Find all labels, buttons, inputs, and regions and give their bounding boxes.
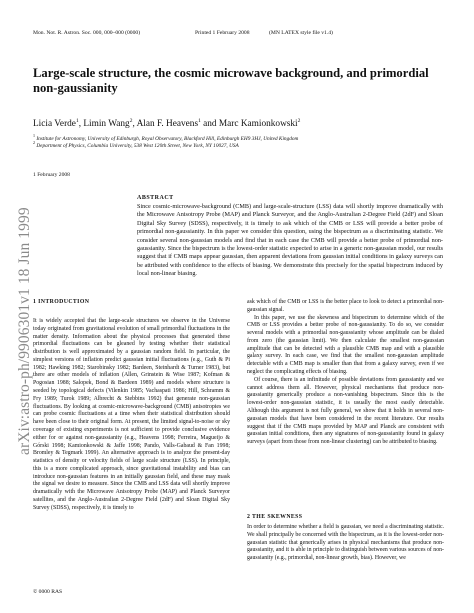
left-column-text bbox=[33, 318, 230, 513]
section-heading-skewness: 2 THE SKEWNESS bbox=[247, 514, 303, 520]
author-affiliation-mark: 1 bbox=[198, 118, 201, 124]
journal-reference: Mon. Not. R. Astron. Soc. 000, 000–000 (0000) bbox=[33, 30, 141, 36]
section-heading-introduction: 1 INTRODUCTION bbox=[33, 299, 90, 305]
author-affiliation-mark: 2 bbox=[129, 118, 133, 124]
author-name: Licia Verde bbox=[33, 119, 76, 130]
paragraph: In order to determine whether a field is gaussian, we need a discriminating statistic. We shall principally be concerned with the bispectrum, as it is the lowest-order non-gaussian statistic that generically arises in physical mechanisms that produce non-gaussianity, and it is able in principle to distinguish between various sources of non-gaussianity (e.g., primordial, non-linear growth, bias). However, we bbox=[247, 524, 444, 562]
arxiv-identifier: arXiv:astro-ph/9906301v1 18 Jun 1999 bbox=[16, 207, 33, 455]
abstract-heading: ABSTRACT bbox=[137, 195, 174, 201]
author-affiliation-mark: 1 bbox=[75, 118, 79, 124]
author-name: Limin Wang bbox=[83, 119, 130, 130]
abstract-text: Since cosmic-microwave-background (CMB) and large-scale-structure (LSS) data will shortly improve dramatically with the Microwave Anisotropy Probe (MAP) and Planck Surveyor, and the Anglo-Australian 2-Degree Field (2dF) and Sloan Digital Sky Survey (SDSS), respectively, it is timely to ask which of the CMB or LSS will provide a better probe of primordial non-gaussianity. In this paper we consider this question, using the bispectrum as a discriminating statistic. We consider several non-gaussian models and find that in each case the CMB will provide a better probe of primordial non-gaussianity. Since the bispectrum is the lowest-order statistic expected to arise in a generic non-gaussian model, our results suggest that if CMB maps appear gaussian, then apparent deviations from gaussian initial conditions in galaxy surveys can be attributed with confidence to the effects of biasing. We demonstrate this precisely for the spatial bispectrum induced by local non-linear biasing. bbox=[137, 203, 443, 278]
affiliation bbox=[33, 140, 443, 149]
paper-date: 1 February 2008 bbox=[33, 172, 70, 178]
affiliation-mark: 1 bbox=[33, 133, 35, 138]
paragraph: It is widely accepted that the large-scale structures we observe in the Universe today originated from gravitational evolution of small primordial fluctuations in the matter density. Information about the physical processes that generated these primordial fluctuations can be gleaned by testing whether their statistical distribution is well approximated by a gaussian random field. In particular, the simplest versions of inflation predict gaussian initial fluctuations (e.g., Guth & Pi 1982; Hawking 1982; Starobinsky 1982; Bardeen, Steinhardt & Turner 1983), but there are other models of inflation (Allen, Grinstein & Wise 1987; Kofman & Pogosian 1988; Salopek, Bond & Bardeen 1989) and models where structure is seeded by topological defects (Vilenkin 1985; Vachaspati 1986; Hill, Schramm & Fry 1989; Turok 1989; Albrecht & Stebbins 1992) that generate non-gaussian fluctuations. By looking at cosmic-microwave-background (CMB) anisotropies we can probe cosmic fluctuations at a time when their statistical distribution should have been close to their original form. At present, the limited signal-to-noise or sky coverage of existing experiments is not sufficient to provide conclusive evidence either for or against non-gaussianity (e.g., Heavens 1998; Ferreira, Magueijo & Górski 1998; Kamionkowski & Jaffe 1998; Pando, Valls-Gabaud & Fan 1998; Bromley & Tegmark 1999). An alternative approach is to analyze the present-day statistics of density or velocity fields of large scale structure (LSS). In principle, this is a more complicated approach, since gravitational instability and bias can introduce non-gaussian features in an initially gaussian field, and these may mask the signal we desire to measure. Since the CMB and LSS data will shortly improve dramatically with the Microwave Anisotropy Probe (MAP) and Planck Surveyor satellites, and the Anglo-Australian 2-Degree Field (2dF) and Sloan Digital Sky Survey (SDSS), respectively, it is timely to bbox=[33, 318, 230, 511]
affiliation-text: Institute for Astronomy, University of Edinburgh, Royal Observatory, Blackford Hill, Edinburgh EH9 3HJ, United Kingdom bbox=[36, 135, 299, 142]
right-column-text-lower bbox=[247, 524, 444, 563]
copyright-notice: © 0000 RAS bbox=[33, 589, 63, 595]
right-column-text bbox=[247, 299, 444, 447]
paragraph: In this paper, we use the skewness and bispectrum to determine which of the CMB or LSS provides a better probe of non-gaussianity. To do so, we consider several models with a primordial non-gaussianity whose amplitude can be dialed from zero (the gaussian limit). We then calculate the smallest non-gaussian amplitude that can be detected with a plausible CMB map and with a plausible galaxy survey. In each case, we find that the smallest non-gaussian amplitude detectable with a CMB map is smaller than that from a galaxy survey, even if we neglect the complicating effects of biasing. bbox=[247, 314, 444, 376]
author-name: Alan F. Heavens bbox=[136, 119, 199, 130]
affiliation-text: Department of Physics, Columbia University, 538 West 120th Street, New York, NY 10027, USA bbox=[36, 142, 239, 149]
printed-date: Printed 1 February 2008 bbox=[195, 30, 250, 36]
author-list: Licia Verde$^1$, Limin Wang$^2$, Alan F. Heavens$^1$ and Marc Kamionkowski$^2$ bbox=[33, 118, 301, 130]
paper-title: Large-scale structure, the cosmic microwave background, and primordial non-gaussianity bbox=[33, 66, 429, 95]
style-file-note: (MN LATEX style file v1.4) bbox=[269, 30, 333, 36]
affiliation-mark: 2 bbox=[33, 140, 35, 145]
author-affiliation-mark: 2 bbox=[297, 118, 301, 124]
paragraph: Of course, there is an infinitude of possible deviations from gaussianity and we cannot address them all. However, physical mechanisms that produce non-gaussianity generically produce a non-vanishing bispectrum. Since this is the lowest-order non-gaussian statistic, it is usually the most easily detectable. Although this argument is not fully general, we show that it holds in several non-gaussian models that have been considered in the recent literature. Our results suggest that if the CMB maps provided by MAP and Planck are consistent with gaussian initial conditions, then any signatures of non-gaussianity found in galaxy surveys (apart from those from non-linear clustering) can be attributed to biasing. bbox=[247, 376, 444, 446]
author-name: Marc Kamionkowski bbox=[218, 119, 298, 130]
paragraph: ask which of the CMB or LSS is the better place to look to detect a primordial non-gaussian signal. bbox=[247, 299, 444, 313]
